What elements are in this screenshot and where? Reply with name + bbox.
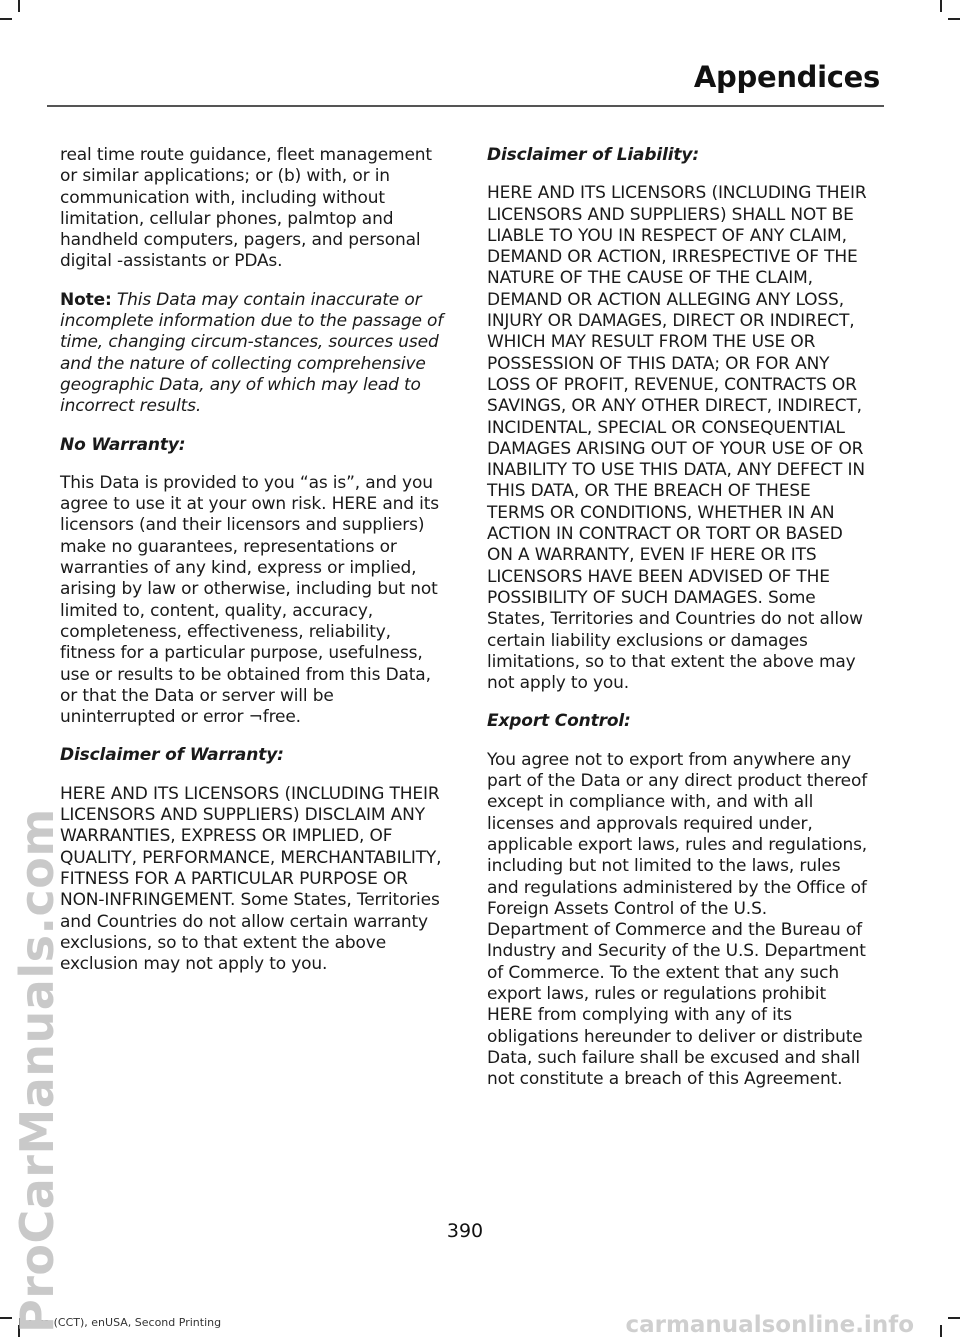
crop-mark <box>940 1325 942 1337</box>
right-column <box>487 145 872 1107</box>
crop-mark <box>940 0 942 12</box>
page-header-title: Appendices <box>693 60 880 94</box>
page-number: 390 <box>446 1220 484 1242</box>
crop-mark <box>18 0 20 12</box>
no-warranty-heading: No Warranty: <box>60 434 186 455</box>
disclaimer-liability-heading: Disclaimer of Liability: <box>487 145 699 165</box>
header-divider <box>47 105 884 107</box>
disclaimer-liability-paragraph: HERE AND ITS LICENSORS (INCLUDING THEIR LICENSORS AND SUPPLIERS) SHALL NOT BE LIABLE TO YOU IN RESPECT OF ANY CLAIM, DEMAND OR ACTION, IRRESPECTIVE OF THE NATURE OF THE CAUSE OF THE CLAIM, DEMAND OR ACTION ALLEGING ANY LOSS, INJURY OR DAMAGES, DIRECT OR INDIRECT, WHICH MAY RESULT FROM THE USE OR POSSESSION OF THIS DATA; OR FOR ANY LOSS OF PROFIT, REVENUE, CONTRACTS OR SAVINGS, OR ANY OTHER DIRECT, INDIRECT, INCIDENTAL, SPECIAL OR CONSEQUENTIAL DAMAGES ARISING OUT OF YOUR USE OF OR INABILITY TO USE THIS DATA, ANY DEFECT IN THIS DATA, OR THE BREACH OF THESE TERMS OR CONDITIONS, WHETHER IN AN ACTION IN CONTRACT OR TORT OR BASED ON A WARRANTY, EVEN IF HERE OR ITS LICENSORS HAVE BEEN ADVISED OF THE POSSIBILITY OF SUCH DAMAGES. Some States, Territories and Countries do not allow certain liability exclusions or damages limitations, so to that extent the above may not apply to you. <box>487 183 867 694</box>
no-warranty-paragraph: This Data is provided to you “as is”, and you agree to use it at your own risk. HERE and its licensors (and their licensors and suppliers) make no guarantees, representations or warranties of any kind, express or implied, arising by law or otherwise, including but not limited to, content, quality, accuracy, completeness, effectiveness, reliability, fitness for a particular purpose, usefulness, use or results to be obtained from this Data, or that the Data or server will be uninterrupted or error ¬free. <box>60 472 439 728</box>
crop-mark <box>948 1317 960 1319</box>
disclaimer-warranty-heading: Disclaimer of Warranty: <box>60 745 284 766</box>
disclaimer-warranty-paragraph: HERE AND ITS LICENSORS (INCLUDING THEIR LICENSORS AND SUPPLIERS) DISCLAIM ANY WARRANTIES, EXPRESS OR IMPLIED, OF QUALITY, PERFORMANCE, MERCHANTABILITY, FITNESS FOR A PARTICULAR PURPOSE OR NON-INFRINGEMENT. Some States, Territories and Countries do not allow certain warranty exclusions, so to that extent the above exclusion may not apply to you. <box>60 783 442 975</box>
bottom-watermark: carmanualsonline.info <box>625 1312 914 1338</box>
crop-mark <box>948 18 960 20</box>
intro-paragraph: real time route guidance, fleet management or similar applications; or (b) with, or in communication with, including without limitation, cellular phones, palmtop and handheld computers, pagers, and personal digital -assistants or PDAs. <box>60 145 432 272</box>
export-control-heading: Export Control: <box>487 711 631 732</box>
note-text: This Data may contain inaccurate or incomplete information due to the passage of time, changing circum-stances, sources used and the nature of collecting comprehensive geographic Data, any of which may lead to incorrect results. <box>60 289 444 417</box>
note-paragraph <box>60 290 445 418</box>
export-control-paragraph: You agree not to export from anywhere any part of the Data or any direct product thereof except in compliance with, and with all licenses and approvals required under, applicable export laws, rules and regulations, including but not limited to the laws, rules and regulations administered by the Office of Foreign Assets Control of the U.S. Department of Commerce and the Bureau of Industry and Security of the U.S. Department of Commerce. To the extent that any such export laws, rules or regulations prohibit HERE from complying with any of its obligations hereunder to deliver or distribute Data, such failure shall be excused and shall not constitute a breach of this Agreement. <box>487 749 868 1090</box>
left-column <box>60 145 445 992</box>
crop-mark <box>0 18 12 20</box>
note-label: Note: <box>60 289 112 310</box>
vertical-watermark: ProCarManuals.com <box>10 808 64 1333</box>
footer-edition: Fiesta (CCT), enUSA, Second Printing <box>18 1316 222 1329</box>
